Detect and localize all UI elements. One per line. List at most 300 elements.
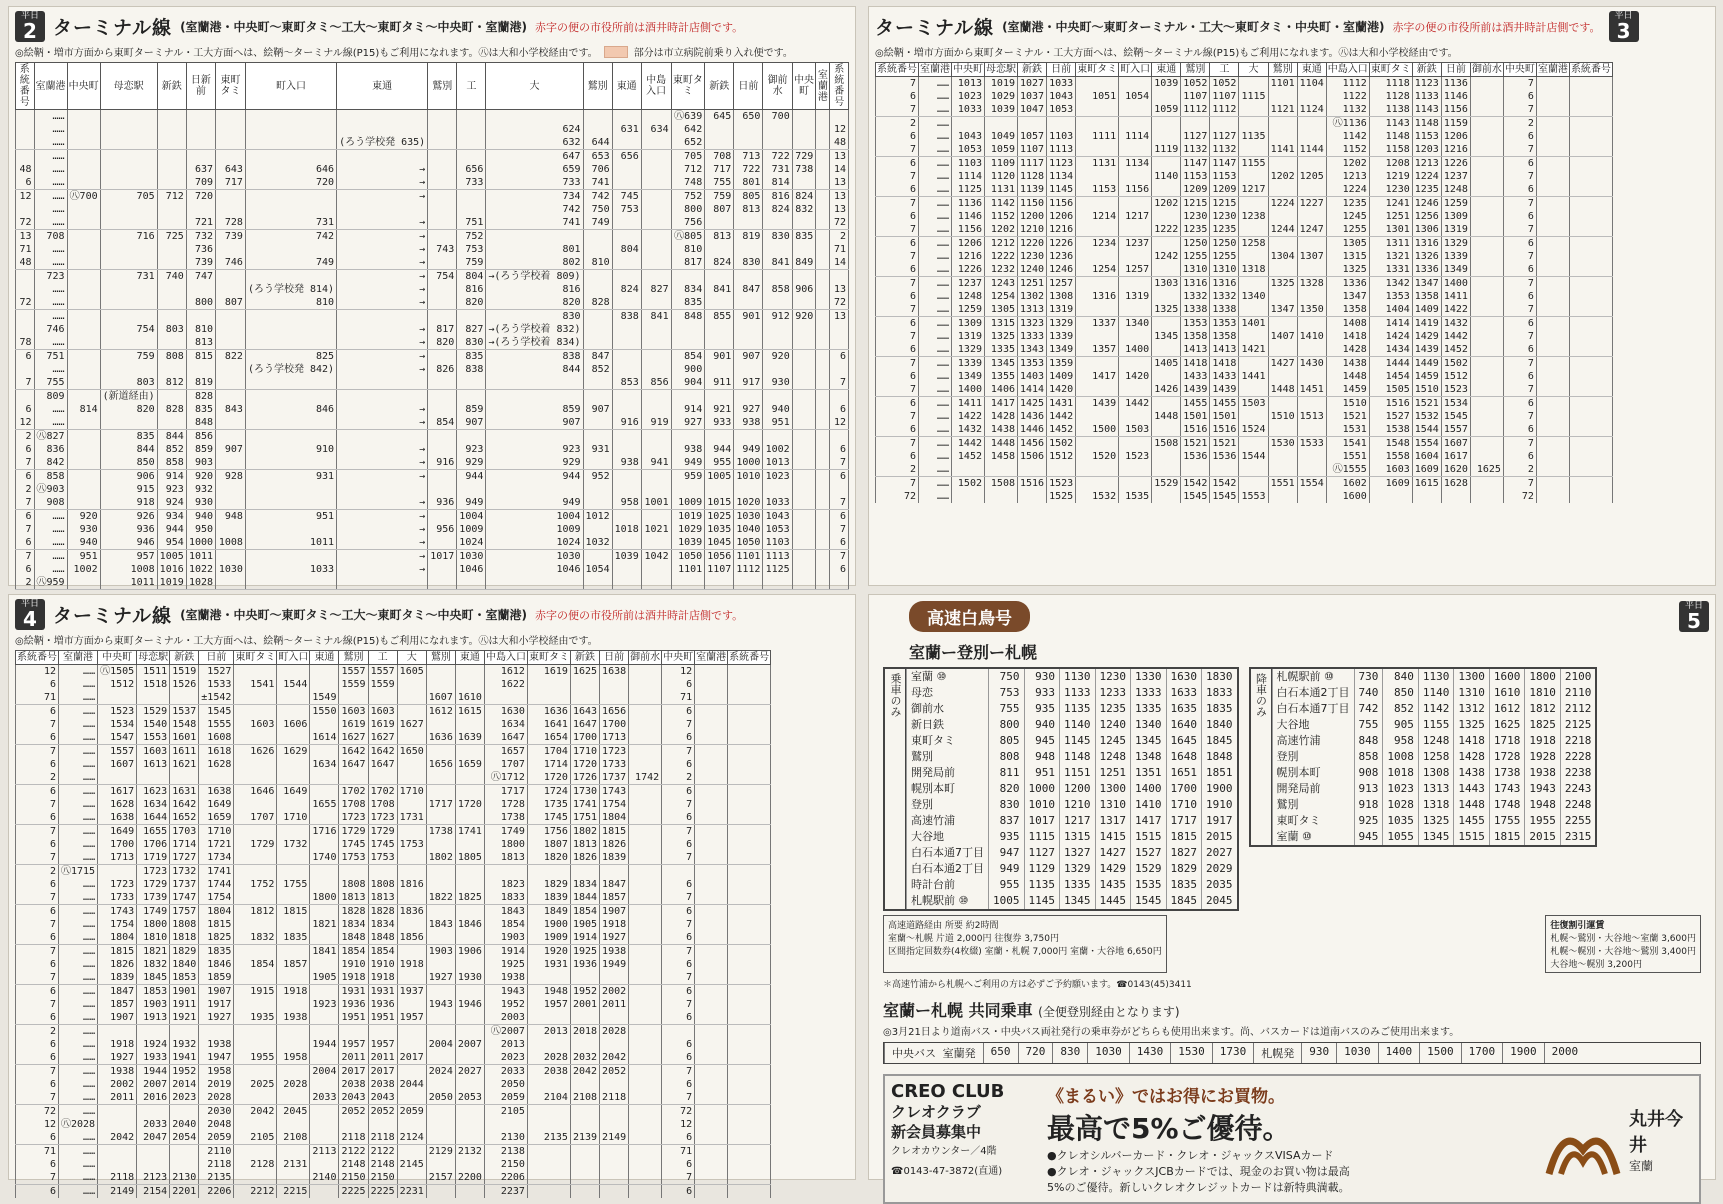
table-cell [1297, 370, 1326, 383]
column-header: 中央町 [98, 651, 137, 665]
table-cell [816, 243, 830, 256]
table-cell: 838 [486, 350, 583, 364]
table-cell: 1442 [1119, 397, 1152, 411]
table-cell: 1349 [1441, 263, 1470, 277]
table-cell: 1516 [1181, 423, 1210, 437]
table-cell [792, 270, 816, 284]
table-cell [662, 1025, 695, 1039]
table-cell [695, 798, 728, 811]
table-cell: 1238 [1239, 210, 1268, 223]
table-cell: 1933 [137, 1051, 170, 1065]
table-cell: 1544 [1412, 423, 1441, 437]
table-cell: 1832 [234, 931, 277, 945]
table-cell: 6 [662, 931, 695, 945]
table-cell: 1052 [1210, 77, 1239, 91]
table-cell [641, 483, 671, 496]
table-cell [1536, 490, 1569, 503]
departure-time: 2027 [1202, 845, 1237, 861]
table-cell: 1202 [1152, 197, 1181, 211]
table-cell: 1202 [985, 223, 1018, 237]
departure-time: 1333 [1131, 685, 1167, 701]
table-cell: 1442 [1441, 330, 1470, 343]
red-note: 赤字の便の市役所前は酒井時計店側です。 [1392, 20, 1601, 34]
table-cell: 859 [457, 403, 486, 416]
table-cell: 1401 [1239, 317, 1268, 331]
table-cell: 1502 [952, 477, 985, 491]
table-cell: …… [34, 283, 67, 296]
table-cell [245, 576, 336, 590]
table-cell [705, 123, 734, 136]
table-cell [612, 390, 641, 404]
table-cell: 843 [216, 403, 246, 416]
table-cell: 7 [662, 945, 695, 959]
table-cell [527, 1171, 570, 1185]
table-cell: 1646 [234, 785, 277, 799]
departure-time: 1748 [1489, 797, 1525, 813]
table-row [16, 1078, 771, 1091]
table-cell: 1754 [600, 798, 629, 811]
table-cell: 828 [583, 296, 612, 310]
table-cell: 1721 [199, 838, 234, 851]
table-cell [1297, 157, 1326, 171]
table-cell: 1610 [455, 691, 484, 705]
table-row [876, 77, 1613, 91]
table-cell: 1738 [426, 825, 455, 839]
departure-time: 1635 [1166, 701, 1202, 717]
table-cell: 936 [100, 523, 157, 536]
table-cell: 1726 [570, 771, 599, 785]
departure-time: 1210 [1060, 797, 1096, 813]
table-cell [455, 785, 484, 799]
table-cell: 1114 [1119, 130, 1152, 143]
table-cell [583, 230, 612, 244]
table-cell [612, 350, 641, 364]
table-cell: 725 [157, 230, 186, 244]
table-cell [600, 691, 629, 705]
departure-time: 1718 [1489, 733, 1525, 749]
table-cell: 1004 [486, 510, 583, 524]
departure-time: 908 [1354, 765, 1383, 781]
table-cell [428, 163, 457, 176]
table-cell: 1620 [1441, 463, 1470, 477]
departure-time: 1145 [1060, 733, 1096, 749]
column-header: 中央町 [1504, 64, 1535, 75]
joint-time-cell: 中央バス 室蘭発 [884, 1043, 983, 1063]
table-cell [100, 256, 157, 270]
table-cell [570, 1171, 599, 1185]
table-cell: …… [919, 330, 952, 343]
table-cell: 1030 [216, 563, 246, 576]
table-cell: 1153 [1412, 130, 1441, 143]
table-cell: ㊇959 [34, 576, 67, 590]
table-cell [1018, 463, 1047, 477]
table-cell: 1638 [199, 785, 234, 799]
table-cell [170, 1105, 199, 1119]
table-cell [1239, 170, 1268, 183]
departure-time: 1135 [1060, 701, 1096, 717]
departure-time: 1417 [1131, 813, 1167, 829]
table-row [16, 350, 849, 364]
table-cell: 72 [16, 1105, 59, 1119]
table-cell: 1028 [186, 576, 215, 590]
table-cell [1297, 317, 1326, 331]
table-cell: 2157 [426, 1171, 455, 1185]
table-cell: 1005 [705, 470, 734, 484]
table-cell [157, 176, 186, 190]
departure-time: 852 [1383, 701, 1419, 717]
table-cell: 1307 [1297, 250, 1326, 263]
station-name: 室蘭 ⑩ [907, 669, 989, 685]
table-cell: 712 [671, 163, 705, 176]
table-cell: 6 [1503, 450, 1536, 463]
table-cell [428, 123, 457, 136]
table-cell: 1059 [1152, 103, 1181, 117]
table-cell [629, 705, 662, 719]
table-cell: 804 [457, 270, 486, 284]
departure-time: 1145 [1024, 893, 1060, 909]
table-cell: 820 [457, 296, 486, 310]
table-cell: 1448 [1326, 370, 1369, 383]
departure-time: 1233 [1095, 685, 1131, 701]
table-cell: 1734 [199, 851, 234, 865]
table-cell: 7 [876, 477, 919, 491]
table-cell: 6 [16, 1158, 59, 1171]
table-cell: 1039 [985, 103, 1018, 117]
table-cell: 1813 [570, 838, 599, 851]
table-cell [728, 851, 771, 865]
table-cell [1076, 357, 1119, 371]
down-timetable [1249, 667, 1598, 847]
table-cell: 1209 [1210, 183, 1239, 197]
table-cell: 1737 [170, 878, 199, 891]
table-cell [397, 1171, 426, 1185]
table-cell [1152, 183, 1181, 197]
table-cell: 7 [1503, 303, 1536, 317]
table-cell: 2043 [368, 1091, 397, 1105]
departure-time: 1651 [1166, 765, 1202, 781]
table-cell [234, 918, 277, 931]
table-cell: 2225 [339, 1185, 368, 1199]
table-cell: 1122 [1326, 90, 1369, 103]
table-cell: 1000 [734, 456, 763, 470]
table-cell: 1754 [199, 891, 234, 905]
table-cell: …… [59, 1078, 98, 1091]
table-cell [486, 390, 583, 404]
creo-club-block: CREO CLUB クレオクラブ 新会員募集中 クレオカウンター／4階 ☎0143-47-3872(直通) [891, 1081, 1005, 1177]
table-cell: 1336 [1412, 263, 1441, 277]
table-cell: 1557 [368, 665, 397, 679]
table-cell: → [337, 243, 428, 256]
departure-time: 1130 [1418, 669, 1454, 685]
table-cell: 2118 [98, 1171, 137, 1185]
station-row [907, 669, 1237, 685]
table-cell: 1854 [339, 945, 368, 959]
table-row [876, 477, 1613, 491]
table-cell: 72 [662, 1105, 695, 1119]
table-cell: 12 [16, 416, 35, 430]
departure-time: 1630 [1166, 669, 1202, 685]
table-row [876, 250, 1613, 263]
table-cell [310, 878, 339, 891]
station-name: 高速竹浦 [1272, 733, 1354, 749]
table-row [876, 290, 1613, 303]
table-cell [426, 1118, 455, 1131]
table-cell: 2 [1503, 463, 1536, 477]
table-cell: …… [34, 523, 67, 536]
table-cell: 1704 [527, 745, 570, 759]
timetable [15, 650, 771, 1198]
table-cell: 1603 [1369, 463, 1412, 477]
table-cell [816, 376, 830, 390]
table-cell: 7 [1503, 143, 1536, 157]
table-cell [234, 945, 277, 959]
table-cell: 6 [16, 731, 59, 745]
table-cell [728, 998, 771, 1011]
table-cell: 1535 [1119, 490, 1152, 503]
table-cell: 1441 [1239, 370, 1268, 383]
table-cell: 1613 [137, 758, 170, 771]
table-cell: 1600 [1326, 490, 1369, 503]
table-cell: 1235 [1326, 197, 1369, 211]
table-cell [397, 798, 426, 811]
table-cell: 6 [1503, 370, 1536, 383]
table-cell: 817 [671, 256, 705, 270]
table-cell: 6 [1503, 237, 1536, 251]
table-cell: 1559 [339, 678, 368, 691]
table-cell: 1816 [397, 878, 426, 891]
table-cell: 71 [662, 1145, 695, 1159]
table-cell: 1516 [1369, 397, 1412, 411]
table-cell: 1145 [1047, 183, 1076, 197]
table-cell: 1158 [1369, 143, 1412, 157]
table-cell [1470, 330, 1503, 343]
table-cell [1536, 197, 1569, 211]
table-cell: 1710 [277, 811, 310, 825]
table-row [16, 443, 849, 456]
table-cell: 927 [734, 403, 763, 416]
table-cell: …… [59, 731, 98, 745]
table-cell [641, 350, 671, 364]
table-cell: …… [59, 758, 98, 771]
table-cell [1412, 490, 1441, 503]
table-cell [600, 865, 629, 879]
table-cell: 6 [876, 90, 919, 103]
table-cell [816, 536, 830, 550]
table-cell: 917 [734, 376, 763, 390]
table-cell [705, 270, 734, 284]
table-cell: 1502 [1441, 357, 1470, 371]
table-cell [1470, 103, 1503, 117]
table-cell: 1733 [600, 758, 629, 771]
table-cell [426, 771, 455, 785]
table-cell: …… [59, 798, 98, 811]
table-cell [728, 918, 771, 931]
departure-time: 947 [989, 845, 1025, 861]
table-cell: 1125 [952, 183, 985, 197]
table-cell [277, 1065, 310, 1079]
table-cell [1076, 383, 1119, 397]
station-row [1272, 717, 1595, 733]
table-cell: 1545 [199, 705, 234, 719]
table-cell: 1215 [1181, 197, 1210, 211]
column-header: 日前 [734, 63, 763, 110]
table-cell: 13 [830, 176, 849, 190]
departure-time: 1845 [1202, 733, 1237, 749]
table-cell [245, 190, 336, 204]
table-cell: 1409 [1047, 370, 1076, 383]
table-cell: 7 [16, 998, 59, 1011]
table-cell: 7 [662, 825, 695, 839]
table-cell: 1446 [1018, 423, 1047, 437]
table-cell [67, 123, 100, 136]
station-name: 登別 [907, 797, 989, 813]
table-cell: 1617 [1441, 450, 1470, 463]
table-cell: 1000 [186, 536, 215, 550]
table-cell: 1011 [186, 550, 215, 564]
table-cell [455, 865, 484, 879]
table-cell [1076, 437, 1119, 451]
table-cell [816, 563, 830, 576]
table-cell: 816 [457, 283, 486, 296]
departure-time: 1230 [1095, 669, 1131, 685]
table-cell: 12 [16, 665, 59, 679]
table-cell: 1753 [339, 851, 368, 865]
table-cell: 6 [662, 838, 695, 851]
table-cell: …… [59, 771, 98, 785]
table-cell: 1547 [98, 731, 137, 745]
table-cell [1152, 463, 1181, 477]
table-cell [277, 1145, 310, 1159]
table-row [876, 237, 1613, 251]
table-cell: 1444 [1369, 357, 1412, 371]
table-cell: 853 [612, 376, 641, 390]
table-cell [216, 310, 246, 324]
table-cell: 7 [16, 376, 35, 390]
column-header: 東通 [455, 651, 484, 665]
table-cell: 1240 [1018, 263, 1047, 277]
table-cell [67, 576, 100, 590]
table-cell [527, 1185, 570, 1199]
table-cell: 1347 [1268, 303, 1297, 317]
table-cell: 1159 [1441, 117, 1470, 131]
table-cell [1470, 210, 1503, 223]
table-cell [763, 323, 792, 336]
table-cell: 712 [157, 190, 186, 204]
table-cell: …… [59, 1171, 98, 1185]
table-cell [671, 270, 705, 284]
departure-time: 1600 [1489, 669, 1525, 685]
table-cell: ㊇639 [671, 110, 705, 124]
departure-time: 1300 [1454, 669, 1490, 685]
table-cell: 1458 [985, 450, 1018, 463]
departure-time: 1240 [1095, 717, 1131, 733]
table-cell: 1836 [397, 905, 426, 919]
table-cell [277, 918, 310, 931]
table-cell [1119, 463, 1152, 477]
table-cell [985, 463, 1018, 477]
table-cell: 1144 [1297, 143, 1326, 157]
station-name: 登別 [1272, 749, 1354, 765]
table-cell [1536, 423, 1569, 437]
table-cell: 1358 [1181, 330, 1210, 343]
table-cell: 7 [876, 383, 919, 397]
table-cell [1297, 463, 1326, 477]
table-cell: 1826 [98, 958, 137, 971]
table-cell: 1627 [339, 731, 368, 745]
table-cell: 858 [763, 283, 792, 296]
table-cell: 7 [1503, 477, 1536, 491]
table-row [876, 423, 1613, 437]
table-cell: 656 [457, 163, 486, 176]
table-cell: 1256 [1412, 210, 1441, 223]
table-cell: 1857 [600, 891, 629, 905]
table-cell [1297, 423, 1326, 437]
table-cell [1119, 197, 1152, 211]
table-cell: 1741 [570, 798, 599, 811]
table-cell [277, 1091, 310, 1105]
table-cell: 12 [830, 123, 849, 136]
table-cell [397, 705, 426, 719]
table-cell: 7 [876, 437, 919, 451]
table-cell: 2148 [339, 1158, 368, 1171]
table-row [16, 1158, 771, 1171]
table-cell: 6 [16, 931, 59, 945]
table-cell [763, 483, 792, 496]
table-cell [1470, 237, 1503, 251]
table-cell [216, 243, 246, 256]
table-cell [1569, 290, 1612, 303]
table-cell: 656 [612, 150, 641, 164]
table-cell: 1915 [234, 985, 277, 999]
station-name: 幌別本町 [1272, 765, 1354, 781]
table-cell [629, 931, 662, 945]
table-row [16, 576, 849, 590]
departure-time: 1018 [1383, 765, 1419, 781]
table-cell: → [337, 350, 428, 364]
table-cell: 756 [671, 216, 705, 230]
table-cell [1152, 263, 1181, 277]
table-cell [157, 363, 186, 376]
table-cell [728, 771, 771, 785]
table-row [16, 785, 771, 799]
table-cell: 1251 [1369, 210, 1412, 223]
table-cell: 1834 [368, 918, 397, 931]
table-cell [792, 176, 816, 190]
table-cell: 1609 [1369, 477, 1412, 491]
table-cell: 1430 [1297, 357, 1326, 371]
table-cell [67, 323, 100, 336]
table-cell: 1431 [1047, 397, 1076, 411]
table-cell: 1304 [1268, 250, 1297, 263]
table-cell [1470, 410, 1503, 423]
table-cell: …… [59, 1038, 98, 1051]
station-name: 白石本通7丁目 [1272, 701, 1354, 717]
table-cell [397, 891, 426, 905]
table-cell: 1802 [570, 825, 599, 839]
table-cell [600, 1105, 629, 1119]
column-header: 町入口 [1120, 64, 1151, 75]
table-cell: 1512 [1047, 450, 1076, 463]
table-cell: 1141 [1268, 143, 1297, 157]
station-row [1272, 685, 1595, 701]
table-row [876, 277, 1613, 291]
table-cell: 1305 [985, 303, 1018, 317]
table-cell [98, 771, 137, 785]
departure-time: 1610 [1489, 685, 1525, 701]
table-cell: 653 [583, 150, 612, 164]
table-cell: 1420 [1119, 370, 1152, 383]
table-cell: 745 [612, 190, 641, 204]
